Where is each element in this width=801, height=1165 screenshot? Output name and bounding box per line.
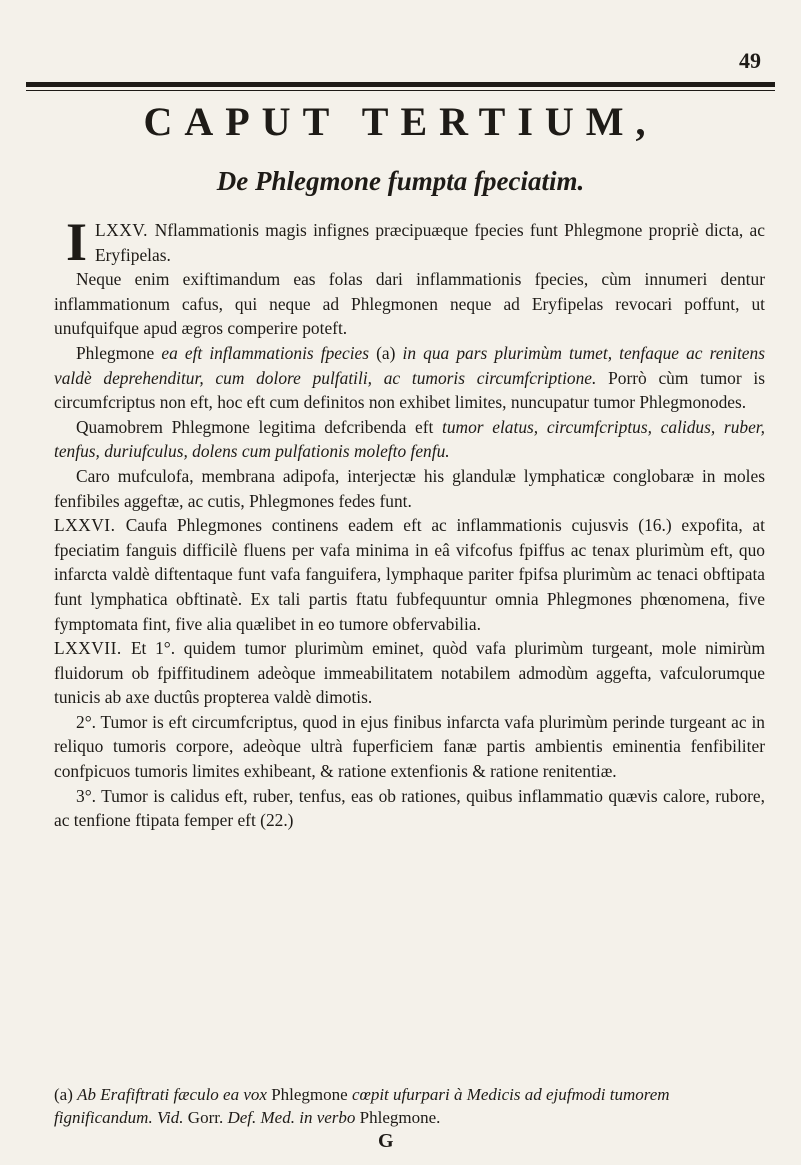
paragraph: [54, 415, 765, 464]
footnote-segment: Def. Med. in verbo: [227, 1108, 356, 1127]
footnote-segment: (a): [54, 1085, 78, 1104]
footnote: [54, 1083, 765, 1129]
paragraph: [54, 212, 765, 272]
footnote-segment: cœpit ufurpari à Medicis ad ejufmodi tumorem fignificandum. Vid.: [54, 1085, 670, 1127]
header-rule-thin: [26, 90, 775, 91]
paragraph: [54, 341, 765, 415]
text-segment: 2°. Tumor is eft circumfcriptus, quod in ejus finibus infarcta vafa plurimùm perinde turgeant ac in reliquo tumoris corpore, adeòque ultrà fuperficiem fanæ partis ambientis eminentia fenfibiliter confpicuos tumoris limites exhibeant, & ratione extenfionis & ratione renitentiæ.: [54, 711, 765, 782]
header-rule: [26, 82, 775, 87]
paragraph: [54, 464, 765, 513]
text-segment: Nflammationis magis infignes præcipuæque fpecies funt Phlegmone propriè dicta, ac Eryfipelas.: [95, 220, 765, 265]
paragraph: [54, 513, 765, 636]
text-segment: ea eft inflammationis fpecies: [161, 342, 370, 363]
footnote-segment: Gorr.: [183, 1108, 228, 1127]
text-segment: in qua pars plurimùm tumet, tenfaque ac renitens valdè deprehenditur, cum dolore pulfatili, ac tumoris circumfcriptione.: [54, 342, 765, 388]
signature-mark: G: [378, 1130, 394, 1152]
chapter-title: CAPUT TERTIUM,: [143, 99, 658, 144]
paragraph: [54, 710, 765, 784]
text-segment: Caufa Phlegmones continens eadem eft ac inflammationis cujusvis (16.) expofita, at fpeciatim fanguis difficilè fluens per vafa minima in eâ vifcofus fpiffus ac tenax plurimùm eft, quo infarcta valdè diftentaque funt vafa fanguifera, lymphaque pariter fpifsa plurimùm ac tenaci obftipata funt lymphatica obftinatè. Ex tali partis ftatu fubfequuntur omnia Phlegmones phœnomena, five fymptomata fint, five alia quælibet in eo tumore obfervabilia.: [54, 515, 765, 634]
drop-cap: I: [66, 212, 88, 272]
text-segment: Et 1°. quidem tumor plurimùm eminet, quòd vafa plurimùm turgeant, mole nimirùm fluidorum ob fpiffitudinem adeòque immeabilitatem notabilem admodùm aggefta, vafculorumque tunicis ab axe ductûs propterea valdè dimotis.: [54, 638, 766, 708]
text-segment: Neque enim exiftimandum eas folas dari inflammationis fpecies, cùm innumeri dentur inflammationum cafus, qui neque ad Phlegmonen neque ad Eryfipelas revocari poffunt, ut unufquifque apud ægros comperire poteft.: [54, 269, 765, 339]
text-segment: (a): [369, 342, 403, 363]
footnote-segment: Phlegmone: [266, 1085, 352, 1104]
text-segment: Phlegmone: [76, 342, 162, 363]
section-number: LXXVII.: [54, 638, 131, 659]
section-number: LXXVI.: [54, 515, 126, 536]
text-segment: tumor elatus, circumfcriptus, calidus, ruber, tenfus, duriufculus, dolens cum pulfationis molefto fenfu.: [54, 416, 765, 462]
text-segment: Porrò cùm tumor is circumfcriptus non eft, hoc eft cum definitos non exhibet limites, nuncupatur tumor Phlegmonodes.: [54, 367, 765, 413]
paragraph: [54, 636, 765, 710]
body-text: [54, 212, 766, 833]
text-segment: Caro mufculofa, membrana adipofa, interjectæ his glandulæ lymphaticæ conglobaræ in moles fenfibiles aggeftæ, ac cutis, Phlegmones fedes funt.: [54, 465, 765, 511]
text-segment: 3°. Tumor is calidus eft, ruber, tenfus, eas ob rationes, quibus inflammatio quævis calore, rubore, ac tenfione ftipata femper eft (22.): [54, 785, 765, 831]
page-number: 49: [739, 48, 761, 73]
paragraph: [54, 784, 765, 833]
chapter-subtitle: De Phlegmone fumpta fpeciatim.: [216, 166, 585, 196]
paragraph: [54, 267, 765, 341]
section-number: LXXV.: [95, 220, 155, 240]
text-segment: Quamobrem Phlegmone legitima defcribenda eft: [76, 416, 443, 437]
footnote-segment: Ab Erafiftrati fæculo ea vox: [77, 1085, 267, 1104]
footnote-segment: Phlegmone.: [355, 1108, 441, 1127]
